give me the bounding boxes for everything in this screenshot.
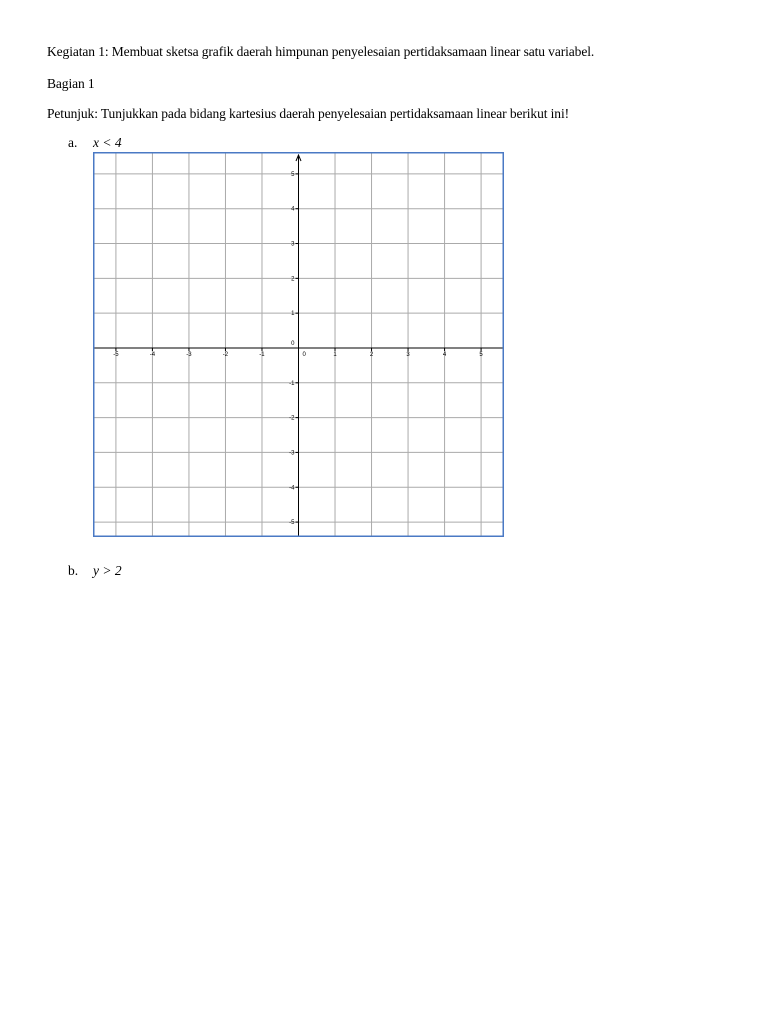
section-heading: Bagian 1	[47, 76, 95, 91]
x-tick-label: 3	[406, 351, 410, 358]
y-tick-label: -2	[289, 415, 295, 422]
y-zero-label: 0	[291, 340, 295, 347]
y-tick-label: 3	[291, 241, 295, 248]
x-tick-label: 5	[479, 351, 483, 358]
x-tick-label: 2	[369, 351, 374, 358]
instruction-text: Petunjuk: Tunjukkan pada bidang kartesius daerah penyelesaian pertidaksamaan linear berikut ini!	[47, 106, 570, 121]
x-tick-label: -4	[149, 351, 156, 358]
x-tick-label: 1	[333, 351, 337, 358]
item-a-label: a.	[68, 135, 78, 150]
y-tick-label: 1	[291, 311, 295, 318]
origin-label: 0	[302, 351, 306, 358]
x-tick-label: -3	[186, 351, 192, 358]
y-tick-label: 4	[291, 206, 295, 213]
x-tick-label: -5	[113, 351, 119, 358]
x-tick-label: -1	[259, 351, 265, 358]
y-tick-label: -4	[289, 485, 295, 492]
y-tick-label: -1	[289, 380, 295, 387]
activity-title: Kegiatan 1: Membuat sketsa grafik daerah himpunan penyelesaian pertidaksamaan linear satu variabel.	[47, 44, 595, 59]
cartesian-grid	[93, 152, 504, 537]
y-tick-label: -5	[289, 520, 295, 527]
item-b-label: b.	[68, 563, 79, 578]
y-tick-label: 5	[291, 171, 295, 178]
item-a-expression: x < 4	[93, 135, 122, 150]
x-tick-label: 4	[442, 351, 447, 358]
y-tick-label: 2	[291, 276, 295, 283]
y-tick-label: -3	[289, 450, 295, 457]
item-b-expression: y > 2	[93, 563, 122, 578]
x-tick-label: -2	[222, 351, 229, 358]
